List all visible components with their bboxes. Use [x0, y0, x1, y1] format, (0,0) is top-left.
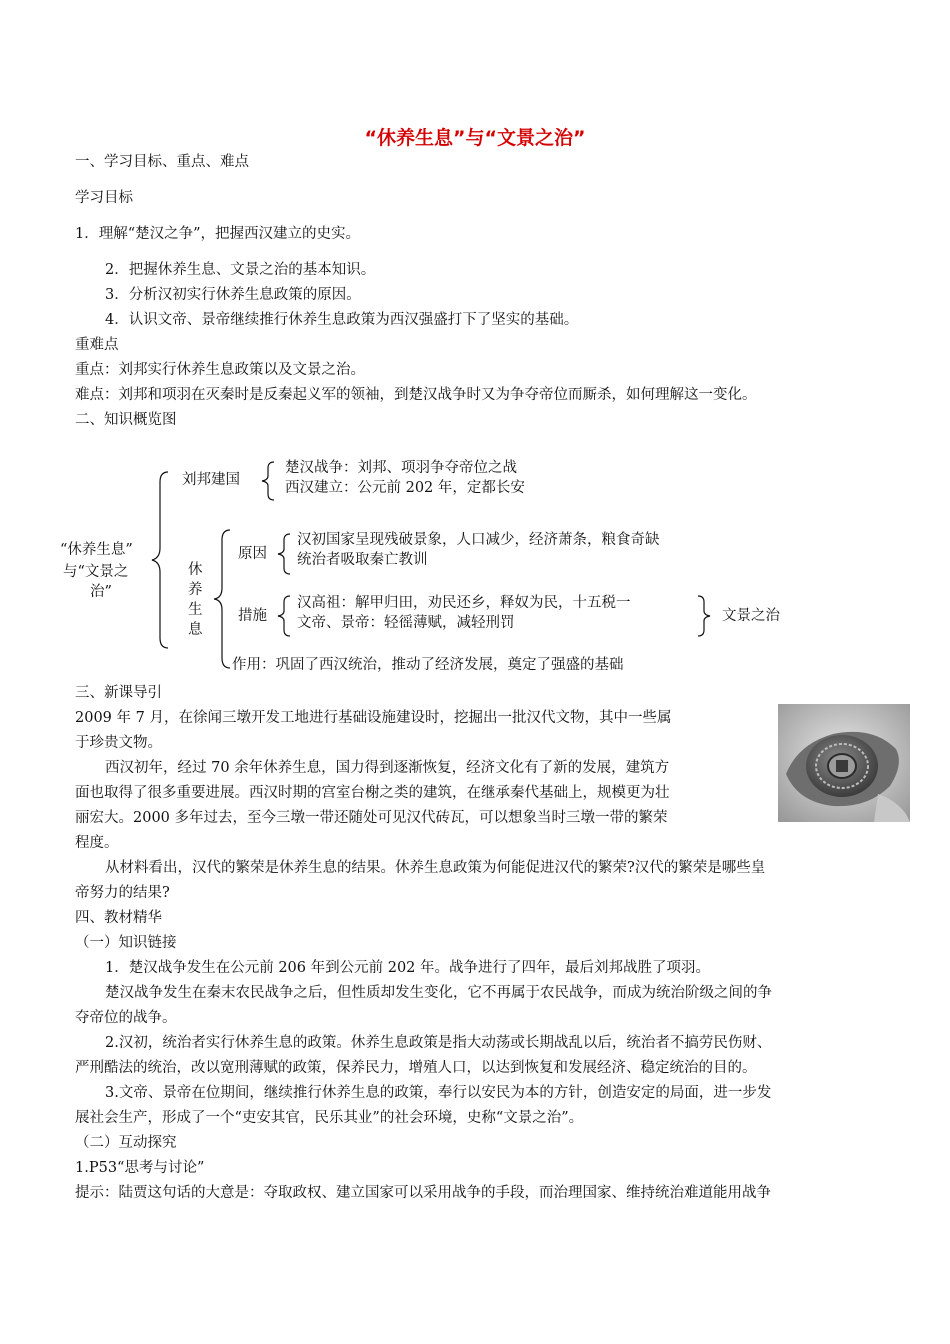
intro-text: 2009 年 7 月，在徐闻三墩开发工地进行基础设施建设时，挖掘出一批汉代文物，其中一些属: [75, 710, 672, 726]
subsection-heading: （二）互动探究: [75, 1135, 177, 1151]
cause-brace: [276, 532, 292, 576]
liubang-item: 西汉建立：公元前 202 年，定都长安: [285, 480, 525, 496]
liubang-brace: [260, 460, 276, 502]
measure-item: 汉高祖：解甲归田，劝民还乡，释奴为民，十五税一: [297, 595, 631, 611]
intro-text: 于珍贵文物。: [75, 735, 162, 751]
intro-text: 西汉初年，经过 70 余年休养生息，国力得到逐渐恢复，经济文化有了新的发展，建筑方: [105, 760, 670, 776]
body-text: 楚汉战争发生在秦末农民战争之后，但性质却发生变化，它不再属于农民战争，而成为统治阶级之间的争: [105, 985, 772, 1001]
branch-xiuyang-char: 养: [188, 582, 203, 598]
branch-xiuyang-char: 休: [188, 562, 203, 578]
document-title: “休养生息”与“文景之治”: [364, 127, 586, 149]
intro-text: 丽宏大。2000 多年过去，至今三墩一带还随处可见汉代砖瓦，可以想象当时三墩一带的繁荣: [75, 810, 668, 826]
section-4-heading: 四、教材精华: [75, 910, 162, 926]
goal-item: 1．理解“楚汉之争”，把握西汉建立的史实。: [75, 226, 361, 242]
section-2-heading: 二、知识概览图: [75, 412, 177, 428]
section-1-heading: 一、学习目标、重点、难点: [75, 154, 249, 170]
intro-text: 面也取得了很多重要进展。西汉时期的宫室台榭之类的建筑，在继承秦代基础上，规模更为壮: [75, 785, 670, 801]
goals-heading: 学习目标: [75, 190, 133, 206]
body-text: 展社会生产，形成了一个“吏安其官，民乐其业”的社会环境，史称“文景之治”。: [75, 1110, 584, 1126]
goal-item: 4．认识文帝、景帝继续推行休养生息政策为西汉强盛打下了坚实的基础。: [105, 312, 579, 328]
liubang-item: 楚汉战争：刘邦、项羽争夺帝位之战: [285, 460, 517, 476]
root-brace: [150, 470, 170, 650]
question-item: 1.P53“思考与讨论”: [75, 1160, 205, 1176]
hint-text: 提示：陆贾这句话的大意是：夺取政权、建立国家可以采用战争的手段，而治理国家、维持统治难道能用战争: [75, 1185, 771, 1201]
branch-xiuyang-char: 息: [188, 622, 203, 638]
measure-item: 文帝、景帝：轻徭薄赋，减轻刑罚: [297, 615, 515, 631]
goal-item: 3．分析汉初实行休养生息政策的原因。: [105, 287, 361, 303]
diagram-root: 与“文景之: [63, 564, 129, 580]
branch-xiuyang-char: 生: [188, 602, 203, 618]
cause-label: 原因: [238, 546, 267, 562]
difficult-point: 难点：刘邦和项羽在灭秦时是反秦起义军的领袖，到楚汉战争时又为争夺帝位而厮杀，如何理解这一变化。: [75, 387, 757, 403]
subsection-heading: （一）知识链接: [75, 935, 177, 951]
body-text: 2.汉初，统治者实行休养生息的政策。休养生息政策是指大动荡或长期战乱以后，统治者不搞劳民伤财、: [105, 1035, 772, 1051]
measure-result: 文景之治: [722, 608, 780, 624]
cause-item: 统治者吸取秦亡教训: [297, 552, 428, 568]
diagram-root: “休养生息”: [60, 542, 133, 558]
measure-label: 措施: [238, 608, 267, 624]
diagram-root: 治”: [90, 584, 112, 600]
xiuyang-brace: [212, 528, 232, 670]
body-text: 夺帝位的战争。: [75, 1010, 177, 1026]
intro-text: 从材料看出，汉代的繁荣是休养生息的结果。休养生息政策为何能促进汉代的繁荣?汉代的繁荣是哪些皇: [105, 860, 766, 876]
key-heading: 重难点: [75, 337, 119, 353]
body-text: 3.文帝、景帝在位期间，继续推行休养生息的政策，奉行以安民为本的方针，创造安定的局面，进一步发: [105, 1085, 772, 1101]
effect-item: 作用：巩固了西汉统治，推动了经济发展，奠定了强盛的基础: [232, 657, 624, 673]
branch-liubang: 刘邦建国: [182, 472, 240, 488]
measure-brace: [276, 594, 292, 638]
body-text: 严刑酷法的统治，改以宽刑薄赋的政策，保养民力，增殖人口，以达到恢复和发展经济、稳定统治的目的。: [75, 1060, 757, 1076]
artifact-photo: [778, 704, 910, 822]
key-point: 重点：刘邦实行休养生息政策以及文景之治。: [75, 362, 365, 378]
body-text: 1．楚汉战争发生在公元前 206 年到公元前 202 年。战争进行了四年，最后刘邦战胜了项羽。: [105, 960, 711, 976]
section-3-heading: 三、新课导引: [75, 685, 162, 701]
intro-text: 程度。: [75, 835, 119, 851]
intro-text: 帝努力的结果?: [75, 885, 170, 901]
measure-result-brace: [696, 594, 712, 638]
goal-item: 2．把握休养生息、文景之治的基本知识。: [105, 262, 376, 278]
cause-item: 汉初国家呈现残破景象，人口减少，经济萧条，粮食奇缺: [297, 532, 660, 548]
